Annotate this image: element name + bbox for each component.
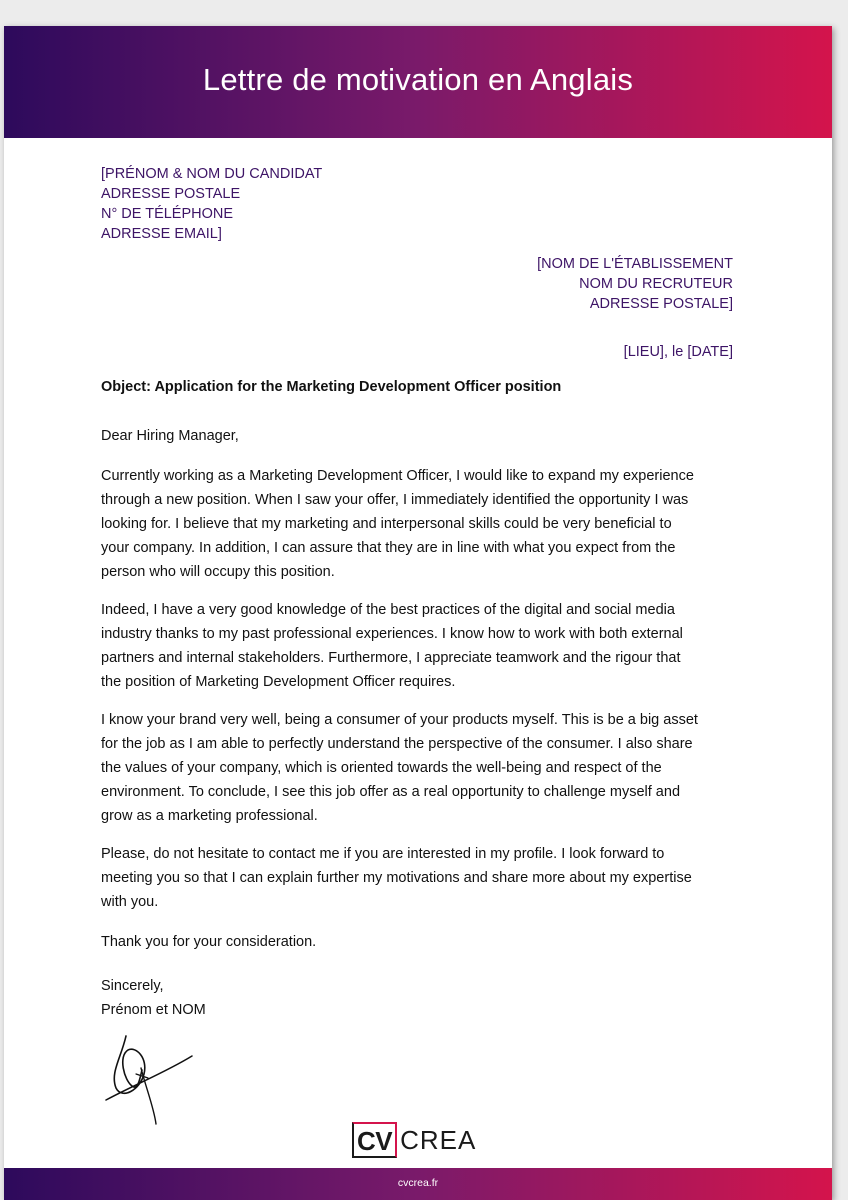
paragraph-line: meeting you so that I can explain further my motivations and share more about my expertise <box>101 870 692 886</box>
paragraph-line: Indeed, I have a very good knowledge of the best practices of the digital and social media <box>101 602 675 618</box>
recipient-recruiter: NOM DU RECRUTEUR <box>579 276 733 292</box>
sender-address: ADRESSE POSTALE <box>101 186 241 202</box>
paragraph-4 <box>101 842 741 914</box>
sender-block <box>101 164 322 244</box>
paragraph-line: environment. To conclude, I see this job offer as a real opportunity to challenge myself and <box>101 784 681 800</box>
paragraph-2 <box>101 598 741 694</box>
place-date: [LIEU], le [DATE] <box>623 344 733 360</box>
recipient-address: ADRESSE POSTALE] <box>589 296 733 312</box>
paragraph-1 <box>101 464 741 584</box>
paragraph-line: your company. In addition, I can assure that they are in line with what you expect from the <box>101 540 676 556</box>
header-banner <box>4 26 832 138</box>
paragraph-line: for the job as I am able to perfectly understand the perspective of the consumer. I also share <box>101 736 693 752</box>
closing-block <box>101 974 741 1022</box>
logo-mark: CV <box>352 1122 397 1158</box>
paragraph-line: Currently working as a Marketing Development Officer, I would like to expand my experience <box>101 468 694 484</box>
cvcrea-logo <box>352 1120 476 1160</box>
paragraph-line: partners and internal stakeholders. Furthermore, I appreciate teamwork and the rigour that <box>101 650 681 666</box>
letter-page <box>4 26 832 1200</box>
paragraph-3 <box>101 708 741 828</box>
paragraph-line: the position of Marketing Development Officer requires. <box>101 674 456 690</box>
paragraph-line: through a new position. When I saw your offer, I immediately identified the opportunity I was <box>101 492 689 508</box>
paragraph-line: looking for. I believe that my marketing and interpersonal skills could be very beneficial to <box>101 516 672 532</box>
logo-wordmark: CREA <box>400 1125 477 1155</box>
sender-name: [PRÉNOM & NOM DU CANDIDAT <box>101 166 323 182</box>
paragraph-line: grow as a marketing professional. <box>101 808 318 824</box>
paragraph-line: the values of your company, which is oriented towards the well-being and respect of the <box>101 760 662 776</box>
closing: Sincerely, <box>101 978 164 994</box>
footer-url: cvcrea.fr <box>397 1177 439 1189</box>
thanks-line: Thank you for your consideration. <box>101 934 317 950</box>
salutation: Dear Hiring Manager, <box>101 428 239 444</box>
recipient-block <box>537 254 733 314</box>
paragraph-line: with you. <box>101 894 159 910</box>
paragraph-line: Please, do not hesitate to contact me if you are interested in my profile. I look forward to <box>101 846 665 862</box>
paragraph-line: I know your brand very well, being a consumer of your products myself. This is be a big asset <box>101 712 698 728</box>
recipient-company: [NOM DE L'ÉTABLISSEMENT <box>537 256 733 272</box>
sender-phone: N° DE TÉLÉPHONE <box>101 206 234 222</box>
paragraph-line: industry thanks to my past professional experiences. I know how to work with both external <box>101 626 683 642</box>
signature-name: Prénom et NOM <box>101 1002 206 1018</box>
handwritten-signature <box>96 1028 206 1128</box>
page-title: Lettre de motivation en Anglais <box>202 62 634 97</box>
sender-email: ADRESSE EMAIL] <box>101 226 222 242</box>
footer-banner <box>4 1168 832 1200</box>
paragraph-line: person who will occupy this position. <box>101 564 335 580</box>
letter-object: Object: Application for the Marketing Development Officer position <box>101 379 562 395</box>
